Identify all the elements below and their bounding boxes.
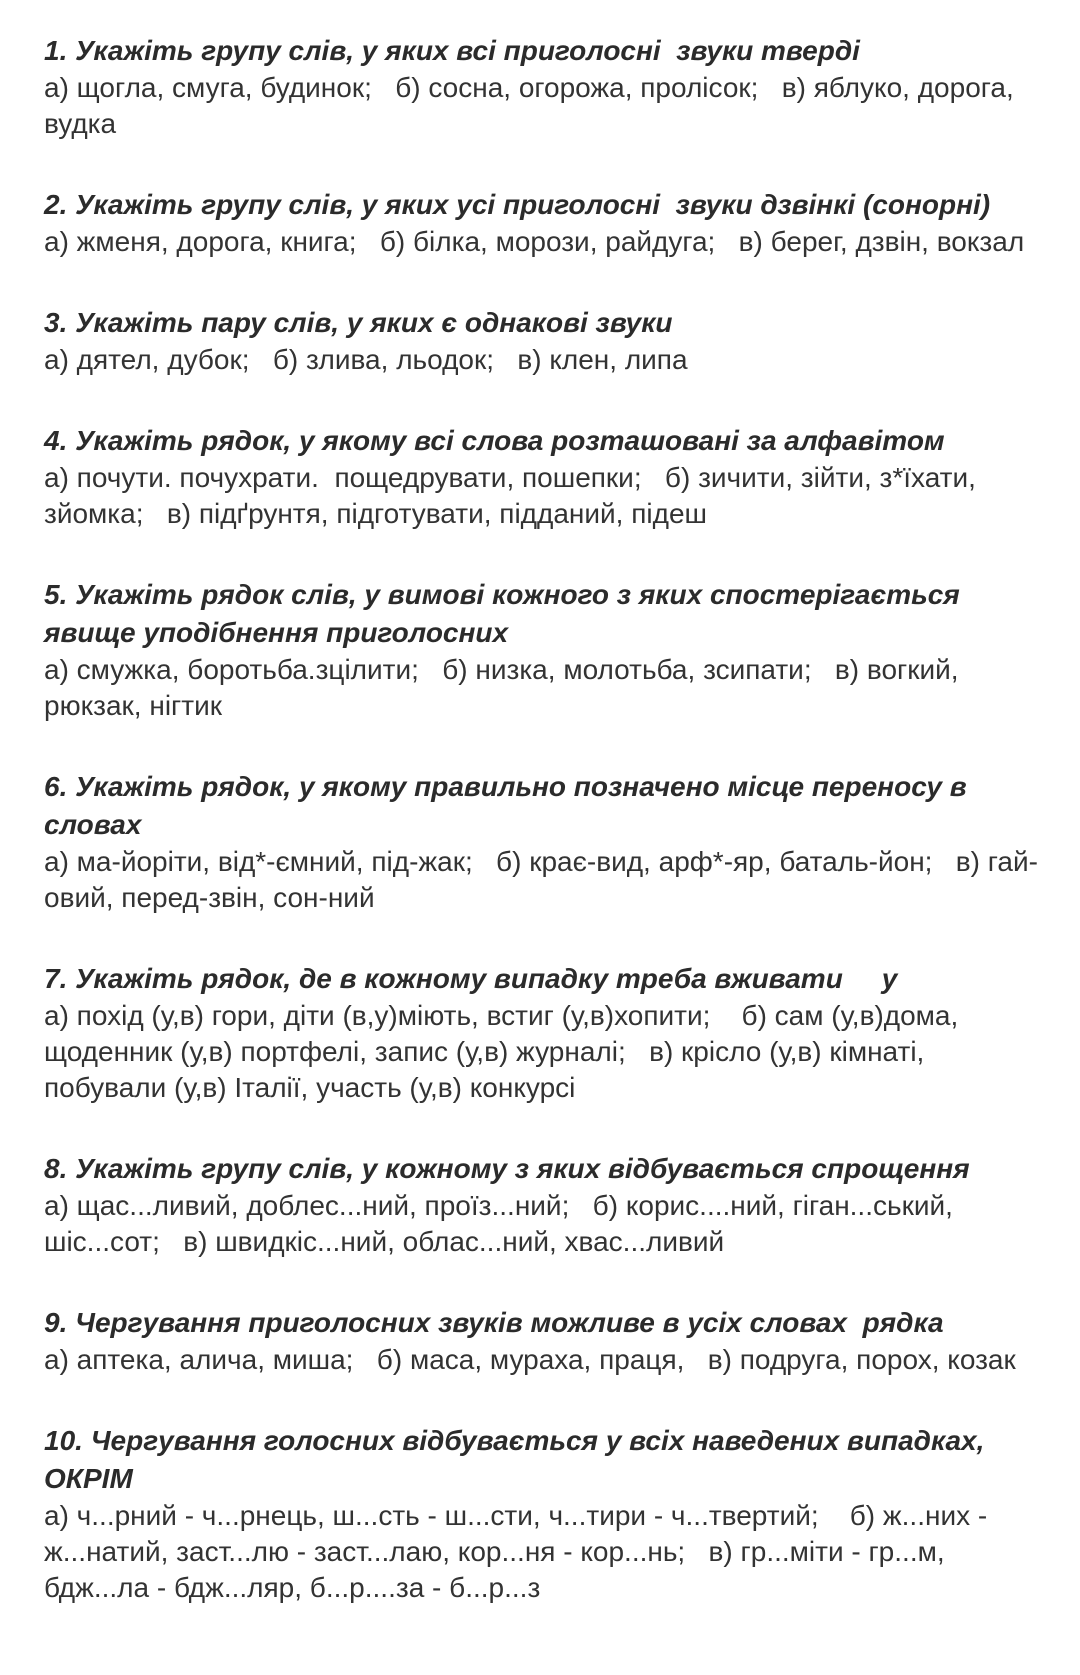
question-7	[44, 960, 1050, 1106]
question-9	[44, 1304, 1050, 1378]
question-5	[44, 576, 1050, 724]
question-title: 9. Чергування приголосних звуків можливе в усіх словах рядка	[44, 1307, 944, 1338]
question-title: 4. Укажіть рядок, у якому всі слова розташовані за алфавітом	[44, 425, 945, 456]
answer-options: а) ч...рний - ч...рнець, ш...сть - ш...сти, ч...тири - ч...твертий; б) ж...них - ж...натий, заст...лю - заст...лаю, кор...ня - кор...нь; в) гр...міти - гр...м, бдж...ла - бдж...ляр, б...р....за - б...р...з	[44, 1500, 995, 1603]
answer-options: а) смужка, боротьба.зцілити; б) низка, молотьба, зсипати; в) вогкий, рюкзак, нігтик	[44, 654, 967, 721]
answer-options: а) ма-йоріти, від*-ємний, під-жак; б) крає-вид, арф*-яр, баталь-йон; в) гай-овий, перед-звін, сон-ний	[44, 846, 1038, 913]
answer-options: а) аптека, алича, миша; б) маса, мураха, праця, в) подруга, порох, козак	[44, 1344, 1016, 1375]
question-title: 10. Чергування голосних відбувається у всіх наведених випадках, ОКРІМ	[44, 1425, 993, 1494]
question-4	[44, 422, 1050, 532]
answer-options: а) жменя, дорога, книга; б) білка, морози, райдуга; в) берег, дзвін, вокзал	[44, 226, 1025, 257]
answer-options: а) похід (у,в) гори, діти (в,у)міють, встиг (у,в)хопити; б) сам (у,в)дома, щоденник (у,в) портфелі, запис (у,в) журналі; в) крісло (у,в) кімнаті, побували (у,в) Італії, участь (у,в) конкурсі	[44, 1000, 967, 1103]
question-title: 7. Укажіть рядок, де в кожному випадку треба вживати у	[44, 963, 898, 994]
answer-options: а) щогла, смуга, будинок; б) сосна, огорожа, пролісок; в) яблуко, дорога, вудка	[44, 72, 1022, 139]
question-3	[44, 304, 1050, 378]
question-title: 8. Укажіть групу слів, у кожному з яких відбувається спрощення	[44, 1153, 970, 1184]
answer-options: а) почути. почухрати. пощедрувати, пошепки; б) зичити, зійти, з*їхати, зйомка; в) підґрунтя, підготувати, підданий, підеш	[44, 462, 984, 529]
question-6	[44, 768, 1050, 916]
question-title: 3. Укажіть пару слів, у яких є однакові звуки	[44, 307, 673, 338]
question-2	[44, 186, 1050, 260]
question-title: 5. Укажіть рядок слів, у вимові кожного з яких спостерігається явище уподібнення приголосних	[44, 579, 968, 648]
question-title: 6. Укажіть рядок, у якому правильно позначено місце переносу в словах	[44, 771, 975, 840]
question-title: 1. Укажіть групу слів, у яких всі приголосні звуки тверді	[44, 35, 860, 66]
question-1	[44, 32, 1050, 142]
question-title: 2. Укажіть групу слів, у яких усі приголосні звуки дзвінкі (сонорні)	[44, 189, 991, 220]
question-10	[44, 1422, 1050, 1606]
answer-options: а) щас...ливий, доблес...ний, проїз...ний; б) корис....ний, гіган...ський, шіс...сот; в) швидкіс...ний, облас...ний, хвас...ливий	[44, 1190, 961, 1257]
question-8	[44, 1150, 1050, 1260]
answer-options: а) дятел, дубок; б) злива, льодок; в) клен, липа	[44, 344, 688, 375]
